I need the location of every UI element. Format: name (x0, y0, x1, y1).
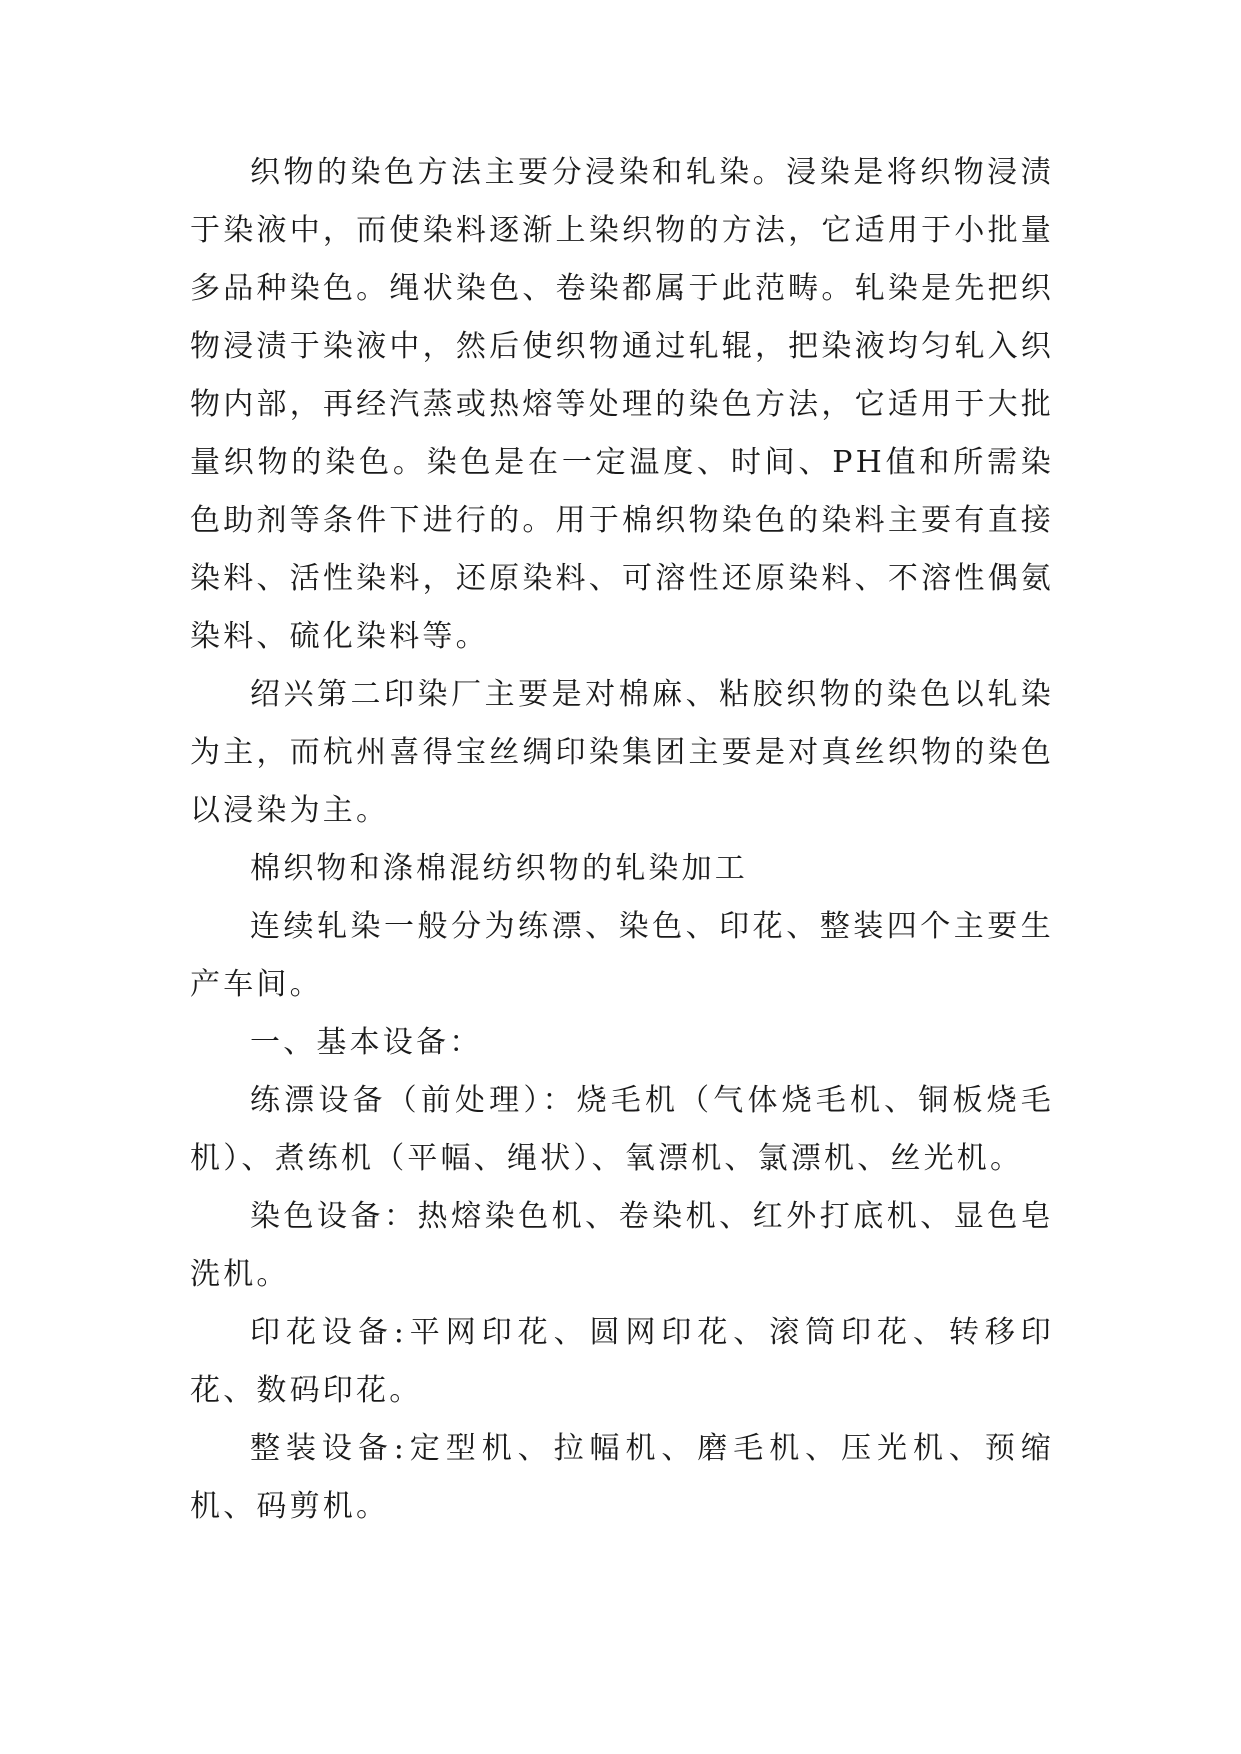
paragraph-dyeing-methods: 织物的染色方法主要分浸染和轧染。浸染是将织物浸渍于染液中，而使染料逐渐上染织物的方法，它适用于小批量多品种染色。绳状染色、卷染都属于此范畴。轧染是先把织物浸渍于染液中，然后使织物通过轧辊，把染液均匀轧入织物内部，再经汽蒸或热熔等处理的染色方法，它适用于大批量织物的染色。染色是在一定温度、时间、PH值和所需染色助剂等条件下进行的。用于棉织物染色的染料主要有直接染料、活性染料，还原染料、可溶性还原染料、不溶性偶氨染料、硫化染料等。 (190, 155, 1054, 654)
paragraph-basic-equipment: 一、基本设备： (250, 1025, 483, 1060)
paragraph-printing-equipment: 印花设备:平网印花、圆网印花、滚筒印花、转移印花、数码印花。 (190, 1315, 1054, 1408)
paragraph-dyeing-equipment: 染色设备：热熔染色机、卷染机、红外打底机、显色皂洗机。 (190, 1199, 1054, 1292)
paragraph-workshops: 连续轧染一般分为练漂、染色、印花、整装四个主要生产车间。 (190, 909, 1054, 1002)
paragraph-pretreatment-equipment: 练漂设备（前处理）：烧毛机（气体烧毛机、铜板烧毛机）、煮练机（平幅、绳状）、氧漂机、氯漂机、丝光机。 (190, 1083, 1054, 1176)
document-body (190, 144, 1054, 1536)
paragraph-finishing-equipment: 整装设备:定型机、拉幅机、磨毛机、压光机、预缩机、码剪机。 (190, 1431, 1054, 1524)
paragraph-section-heading: 棉织物和涤棉混纺织物的轧染加工 (250, 851, 748, 886)
paragraph-factories: 绍兴第二印染厂主要是对棉麻、粘胶织物的染色以轧染为主，而杭州喜得宝丝绸印染集团主要是对真丝织物的染色以浸染为主。 (190, 677, 1054, 828)
